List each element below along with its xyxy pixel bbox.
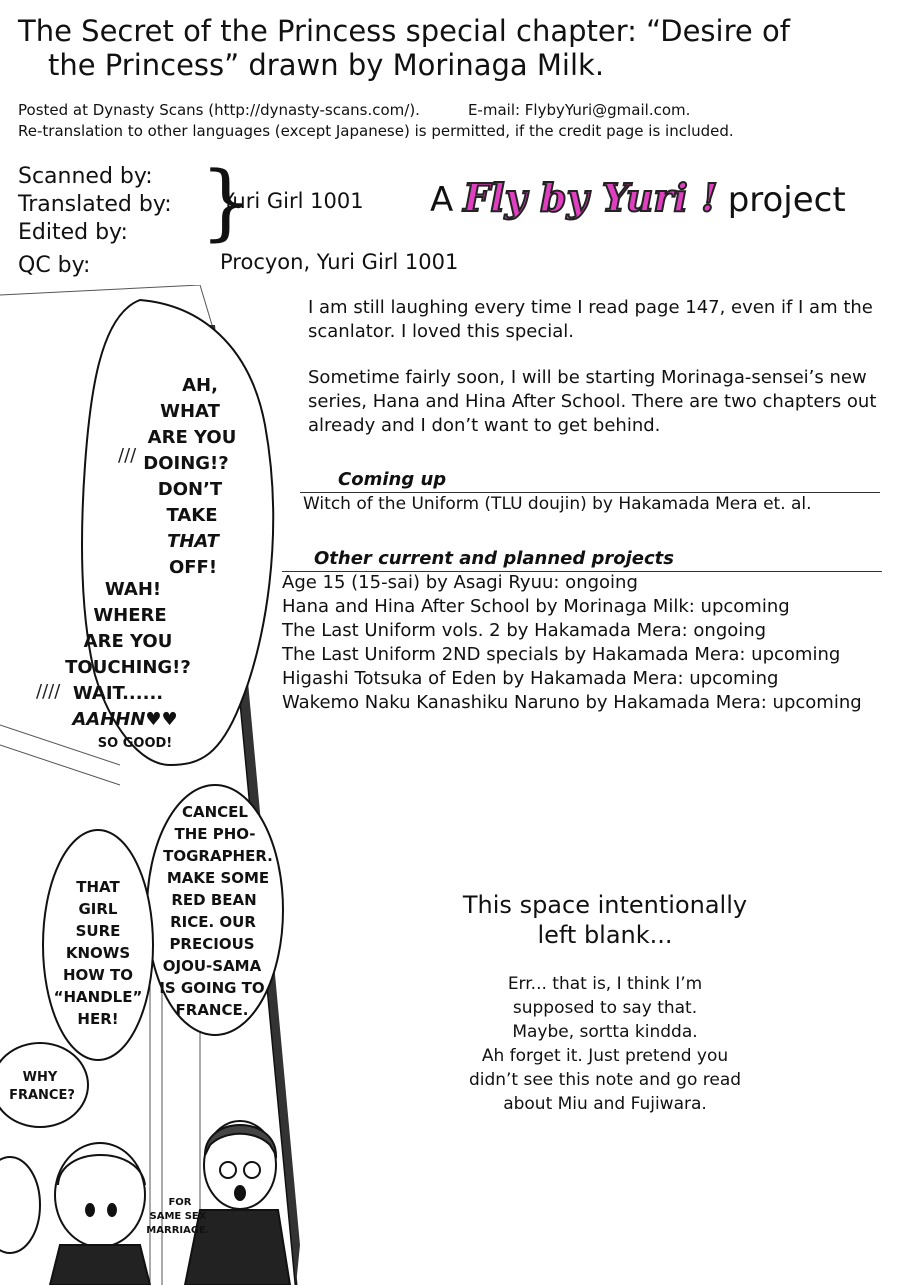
role-edited: Edited by: (18, 220, 128, 245)
bubble-4-line: GIRL (78, 900, 118, 918)
bubble-4-line: “HANDLE” (53, 988, 143, 1006)
page-title (18, 14, 888, 82)
blank-note-line: supposed to say that. (512, 998, 698, 1018)
bubble-2-line: WHERE (93, 605, 167, 626)
project-prefix: A (430, 180, 454, 220)
bubble-2-line: WAIT...... (72, 683, 164, 704)
blank-note-line: about Miu and Fujiwara. (503, 1094, 707, 1114)
credit-name-main: Yuri Girl 1001 (222, 189, 364, 213)
project-tagline (430, 175, 846, 220)
bubble-4-line: KNOWS (65, 944, 131, 962)
email-text: E-mail: FlybyYuri@gmail.com. (467, 101, 691, 119)
bubble-6-line: SAME SEX (149, 1211, 207, 1222)
bubble-4-line: THAT (76, 878, 120, 896)
bubble-2-line: TOUCHING!? (65, 657, 191, 678)
list-item: Wakemo Naku Kanashiku Naruno by Hakamada Mera: upcoming (282, 692, 862, 713)
credit-name-qc: Procyon, Yuri Girl 1001 (220, 250, 459, 274)
posted-at-text: Posted at Dynasty Scans (http://dynasty-scans.com/). (18, 101, 420, 119)
fly-by-yuri-logo: Fly by Yuri ! (463, 175, 718, 220)
character-maid (185, 1121, 290, 1285)
credit-roles (18, 163, 172, 280)
scanlator-notes (308, 296, 888, 460)
other-projects-list (282, 571, 862, 715)
coming-up-divider (300, 492, 880, 493)
speech-bubble-3 (147, 785, 283, 1035)
bubble-2-line: SO GOOD! (97, 736, 173, 751)
role-translated: Translated by: (18, 192, 172, 217)
project-suffix: project (727, 180, 846, 220)
bubble-2-line: ARE YOU (83, 631, 173, 652)
blank-note-line: Ah forget it. Just pretend you (481, 1046, 729, 1066)
blank-heading-line-2: left blank... (537, 921, 673, 949)
blank-note-line: Err... that is, I think I’m (507, 974, 703, 994)
bubble-1-line: ARE YOU (147, 427, 237, 448)
credit-brace: } (200, 155, 253, 250)
bubble-1-line: AH, (182, 375, 218, 396)
other-projects-heading: Other current and planned projects (314, 548, 674, 569)
manga-panel (0, 285, 300, 1285)
bubble-3-line: TOGRAPHER. (163, 847, 273, 865)
bubble-4-line: HER! (77, 1010, 119, 1028)
note-paragraph-2: Sometime fairly soon, I will be starting Morinaga-sensei’s new series, Hana and Hina After School. There are two chapters out already and I don’t want to get behind. (308, 367, 877, 436)
bubble-4-line: HOW TO (62, 966, 134, 984)
bubble-2-line: AAHHN♥♥ (72, 709, 178, 730)
role-qc: QC by: (18, 253, 91, 278)
bubble-1-line: DOING!? (143, 453, 229, 474)
bubble-6-line: MARRIAGE. (146, 1225, 210, 1236)
bubble-3-line: OJOU-SAMA (162, 957, 262, 975)
speech-bubble-5 (0, 1043, 88, 1127)
bubble-6-line: FOR (168, 1197, 192, 1208)
bubble-5-line: WHY (22, 1070, 58, 1085)
bubble-3-line: RICE. OUR (170, 913, 256, 931)
list-item: Age 15 (15-sai) by Asagi Ryuu: ongoing (282, 572, 638, 593)
character-left (0, 1143, 150, 1285)
retranslation-notice: Re-translation to other languages (except Japanese) is permitted, if the credit page is included. (18, 122, 734, 140)
bubble-1-line: WHAT (160, 401, 220, 422)
list-item: Higashi Totsuka of Eden by Hakamada Mera: upcoming (282, 668, 779, 689)
bubble-3-line: IS GOING TO (159, 979, 265, 997)
bubble-3-line: FRANCE. (175, 1001, 249, 1019)
posting-info (18, 100, 898, 142)
blank-heading-line-1: This space intentionally (462, 891, 748, 919)
coming-up-item: Witch of the Uniform (TLU doujin) by Hakamada Mera et. al. (303, 494, 812, 514)
bubble-1-line: THAT (167, 531, 219, 552)
bubble-3-line: RED BEAN (171, 891, 257, 909)
list-item: Hana and Hina After School by Morinaga Milk: upcoming (282, 596, 790, 617)
bubble-1-line: TAKE (166, 505, 218, 526)
role-scanned: Scanned by: (18, 164, 153, 189)
bubble-3-line: THE PHO- (174, 825, 256, 843)
note-paragraph-1: I am still laughing every time I read page 147, even if I am the scanlator. I loved this special. (308, 297, 873, 342)
blank-space-heading (440, 890, 770, 950)
sfx-marks: /// (118, 445, 137, 466)
bubble-3-line: MAKE SOME (166, 869, 270, 887)
bubble-5-line: FRANCE? (9, 1088, 75, 1103)
blank-note-line: didn’t see this note and go read (468, 1070, 742, 1090)
list-item: The Last Uniform 2ND specials by Hakamada Mera: upcoming (282, 644, 841, 665)
bubble-4-line: SURE (75, 922, 121, 940)
bubble-1-line: DON’T (157, 479, 223, 500)
coming-up-heading: Coming up (338, 469, 447, 490)
sfx-marks: //// (36, 681, 61, 702)
bubble-2-line: WAH! (104, 579, 162, 600)
title-line-1: The Secret of the Princess special chapter: “Desire of (18, 14, 790, 48)
blank-space-note (440, 972, 770, 1116)
bubble-3-line: CANCEL (182, 803, 248, 821)
bubble-1-line: OFF! (168, 557, 218, 578)
title-line-2: the Princess” drawn by Morinaga Milk. (48, 48, 605, 82)
bubble-3-line: PRECIOUS (169, 935, 255, 953)
blank-note-line: Maybe, sortta kindda. (512, 1022, 698, 1042)
list-item: The Last Uniform vols. 2 by Hakamada Mera: ongoing (282, 620, 767, 641)
